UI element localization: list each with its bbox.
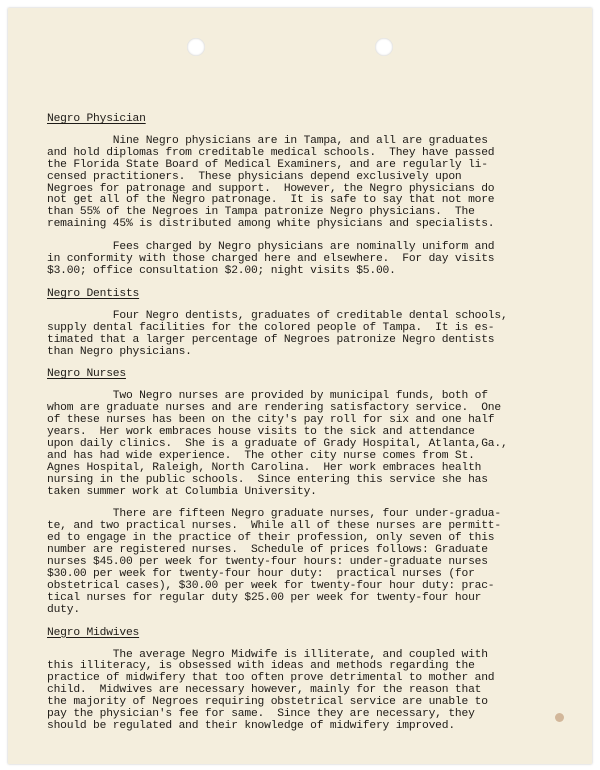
paragraph: There are fifteen Negro graduate nurses, four under-gradua- te, and two practical nurses. While all of these nurses are permitt- ed to engage in the practice of their profession, only seven of this number are registered nurses. Schedule of prices follows: Graduate nurses $45.00 per week for twenty-four hours: under-graduate nurses $30.00 per week for twenty-four hour duty: practical nurses (for obstetrical cases), $30.00 per week for twenty-four hour duty: prac- tical nurses for regular duty $25.00 per week for twenty-four hour duty.: [47, 508, 501, 616]
paragraph: Two Negro nurses are provided by municipal funds, both of whom are graduate nurses and are rendering satisfactory service. One of these nurses has been on the city's pay roll for six and one half years. Her work embraces house visits to the sick and attendance upon daily clinics. She is a graduate of Grady Hospital, Atlanta,Ga., and has had wide experience. The other city nurse comes from St. Agnes Hospital, Raleigh, North Carolina. Her work embraces health nursing in the public schools. Since entering this service she has taken summer work at Columbia University.: [47, 390, 508, 498]
punch-hole: [375, 38, 393, 56]
section-negro-nurses: [47, 369, 547, 616]
section-negro-midwives: [47, 628, 547, 733]
section-negro-physician: [47, 114, 547, 278]
section-heading: Negro Nurses: [47, 368, 126, 381]
section-negro-dentists: [47, 289, 547, 359]
section-heading: Negro Dentists: [47, 287, 140, 300]
document-body: [47, 114, 547, 744]
paragraph: The average Negro Midwife is illiterate, and coupled with this illiteracy, is obsessed with ideas and methods regarding the practice of midwifery that too often prove detrimental to mother and child. Midwives are necessary however, mainly for the reason that the majority of Negroes requiring obstetrical service are unable to pay the physician's fee for same. Since they are necessary, they should be regulated and their knowledge of midwifery improved.: [47, 648, 495, 732]
paper-stain: [555, 713, 564, 722]
punch-hole: [187, 38, 205, 56]
paragraph: Four Negro dentists, graduates of creditable dental schools, supply dental facilities for the colored people of Tampa. It is es- timated that a larger percentage of Negroes patronize Negro dentists than Negro physicians.: [47, 309, 508, 358]
section-heading: Negro Physician: [47, 113, 146, 125]
paragraph: Nine Negro physicians are in Tampa, and all are graduates and hold diplomas from creditable medical schools. They have passed the Florida State Board of Medical Examiners, and are regularly li- censed practitioners. These physicians depend exclusively upon Negroes for patronage and support. However, the Negro physicians do not get all of the Negro patronage. It is safe to say that not more than 55% of the Negroes in Tampa patronize Negro physicians. The remaining 45% is distributed among white physicians and specialists.: [47, 134, 495, 231]
paragraph: Fees charged by Negro physicians are nominally uniform and in conformity with those charged here and elsewhere. For day visits $3.00; office consultation $2.00; night visits $5.00.: [47, 241, 495, 277]
section-heading: Negro Midwives: [47, 626, 140, 639]
